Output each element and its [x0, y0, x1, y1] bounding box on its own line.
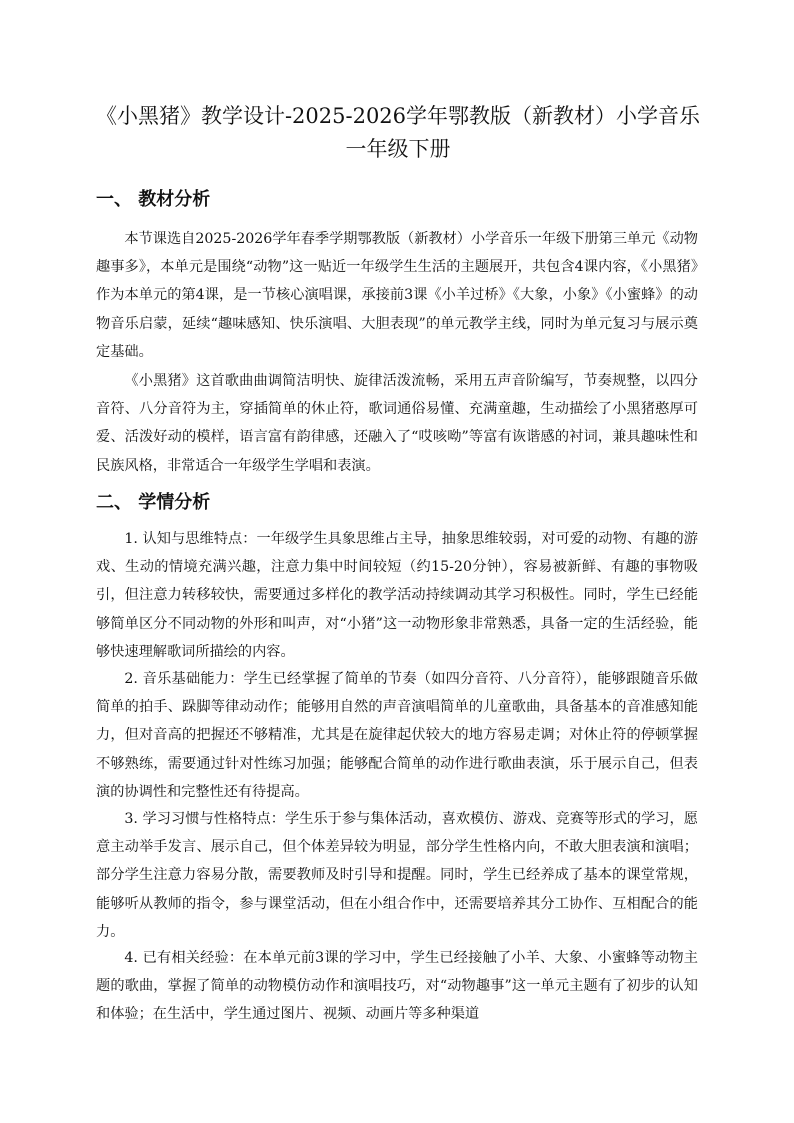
paragraph: 2. 音乐基础能力：学生已经掌握了简单的节奏（如四分音符、八分音符），能够跟随音乐做简单的拍手、跺脚等律动动作；能够用自然的声音演唱简单的儿童歌曲，具备基本的音准感知能力，但对音高的把握还不够精准，尤其是在旋律起伏较大的地方容易走调；对休止符的停顿掌握不够熟练，需要通过针对性练习加强；能够配合简单的动作进行歌曲表演，乐于展示自己，但表演的协调性和完整性还有待提高。: [96, 671, 698, 800]
section-heading-textbook-analysis: 一、 教材分析: [96, 189, 211, 210]
paragraph: 本节课选自2025-2026学年春季学期鄂教版（新教材）小学音乐一年级下册第三单元《动物趣事多》，本单元是围绕“动物”这一贴近一年级学生生活的主题展开，共包含4课内容，《小黑猪》作为本单元的第4课，是一节核心演唱课，承接前3课《小羊过桥》《大象，小象》《小蜜蜂》的动物音乐启蒙，延续“趣味感知、快乐演唱、大胆表现”的单元教学主线，同时为单元复习与展示奠定基础。: [96, 231, 698, 360]
document-title: 《小黑猪》教学设计-2025-2026学年鄂教版（新教材）小学音乐一年级下册: [95, 104, 701, 161]
paragraph: 3. 学习习惯与性格特点：学生乐于参与集体活动，喜欢模仿、游戏、竞赛等形式的学习，愿意主动举手发言、展示自己，但个体差异较为明显，部分学生性格内向，不敢大胆表演和演唱；部分学生注意力容易分散，需要教师及时引导和提醒。同时，学生已经养成了基本的课堂常规，能够听从教师的指令，参与课堂活动，但在小组合作中，还需要培养其分工协作、互相配合的能力。: [96, 811, 698, 940]
paragraph: 1. 认知与思维特点：一年级学生具象思维占主导，抽象思维较弱，对可爱的动物、有趣的游戏、生动的情境充满兴趣，注意力集中时间较短（约15-20分钟），容易被新鲜、有趣的事物吸引，但注意力转移较快，需要通过多样化的教学活动持续调动其学习积极性。同时，学生已经能够简单区分不同动物的外形和叫声，对“小猪”这一动物形象非常熟悉，具备一定的生活经验，能够快速理解歌词所描绘的内容。: [96, 531, 698, 660]
paragraph: 《小黑猪》这首歌曲曲调简洁明快、旋律活泼流畅，采用五声音阶编写，节奏规整，以四分音符、八分音符为主，穿插简单的休止符，歌词通俗易懂、充满童趣，生动描绘了小黑猪憨厚可爱、活泼好动的模样，语言富有韵律感，还融入了“哎咳呦”等富有诙谐感的衬词，兼具趣味性和民族风格，非常适合一年级学生学唱和表演。: [96, 373, 698, 474]
paragraph: 4. 已有相关经验：在本单元前3课的学习中，学生已经接触了小羊、大象、小蜜蜂等动物主题的歌曲，掌握了简单的动物模仿动作和演唱技巧，对“动物趣事”这一单元主题有了初步的认知和体验；在生活中，学生通过图片、视频、动画片等多种渠道: [96, 950, 698, 1023]
section-heading-student-analysis: 二、 学情分析: [96, 492, 211, 513]
